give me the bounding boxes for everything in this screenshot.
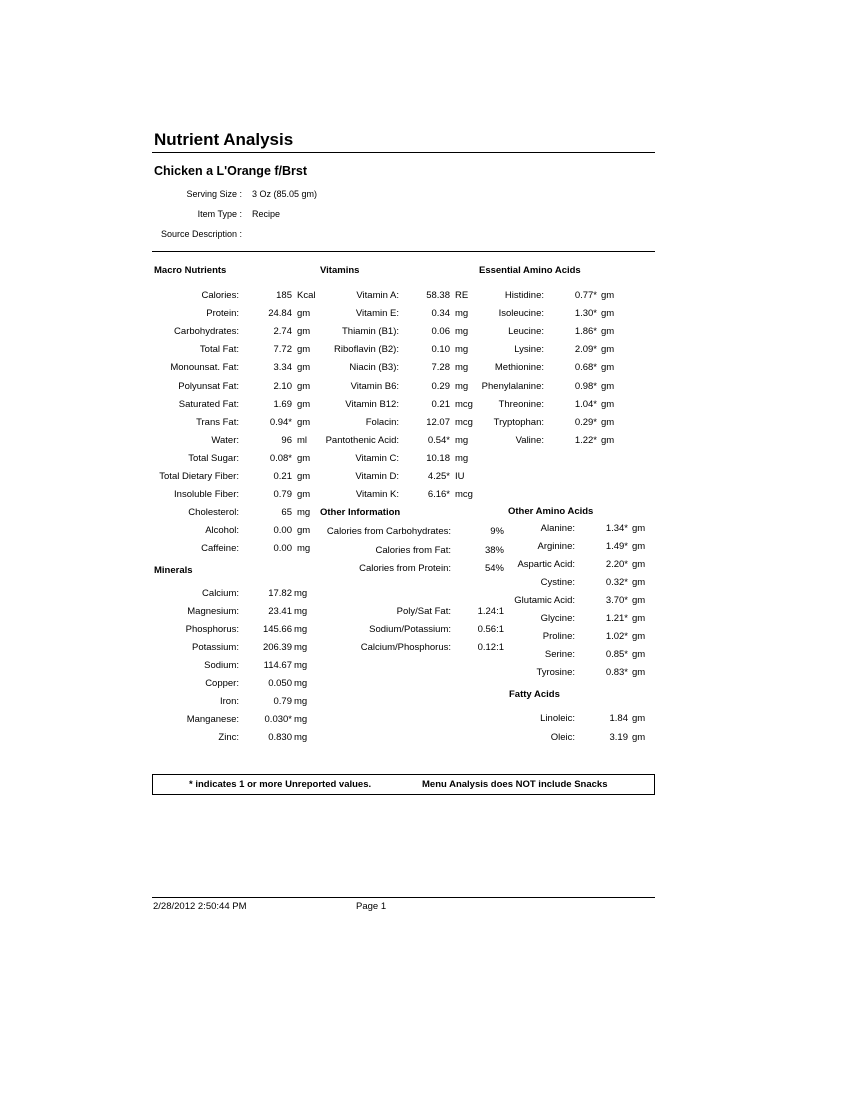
fatty-acids-header: Fatty Acids [509, 689, 560, 700]
macro-row-unit: ml [297, 434, 308, 446]
minerals-header: Minerals [154, 565, 193, 576]
vitamin-row-unit: mg [455, 362, 469, 374]
vitamin-row-value: 10.18 [426, 452, 450, 464]
mineral-row-label: Iron: [219, 696, 239, 707]
macro-row-unit: mg [297, 507, 311, 519]
macro-row-label: Insoluble Fiber: [174, 489, 239, 501]
essential-amino-row-unit: gm [601, 326, 615, 338]
calorie-row-label: Calories from Fat: [375, 544, 451, 556]
mineral-row-label: Magnesium: [187, 606, 239, 617]
other-amino-row-label: Arginine: [537, 541, 575, 552]
other-amino-row-value: 0.83* [605, 667, 628, 678]
mineral-row-label: Copper: [205, 678, 239, 689]
essential-amino-row-label: Tryptophan: [493, 416, 544, 428]
mineral-row-unit: mg [294, 624, 308, 635]
unreported-note: * indicates 1 or more Unreported values. [189, 779, 372, 790]
mineral-row-value: 0.79 [273, 696, 292, 707]
other-amino-header: Other Amino Acids [508, 506, 594, 517]
other-amino-row-label: Glycine: [540, 613, 575, 624]
footer-page-number: Page 1 [356, 901, 387, 912]
other-amino-row-unit: gm [632, 523, 646, 534]
macro-row-value: 0.08* [269, 452, 292, 464]
vitamin-row-value: 6.16* [427, 489, 450, 501]
mineral-row-value: 0.050 [268, 678, 292, 689]
ratio-row-value: 0.56:1 [477, 624, 504, 635]
macro-row-value: 2.10 [273, 380, 292, 392]
macro-row-value: 7.72 [273, 344, 292, 356]
title-rule [152, 152, 655, 153]
ratio-row-value: 1.24:1 [477, 606, 504, 617]
macro-row-value: 1.69 [273, 398, 292, 410]
mineral-row-value: 23.41 [268, 606, 292, 617]
vitamin-row-label: Pantothenic Acid: [325, 434, 399, 446]
macro-row-value: 0.21 [273, 471, 292, 482]
mineral-row-value: 0.830 [268, 732, 292, 743]
macro-row-unit: gm [297, 471, 311, 482]
vitamin-row-value: 12.07 [426, 416, 450, 428]
other-amino-row-value: 1.21* [605, 613, 628, 624]
notes-box [152, 774, 655, 795]
other-amino-row-unit: gm [632, 577, 646, 588]
footer-rule [152, 897, 655, 898]
macro-row-unit: gm [297, 398, 311, 410]
macro-nutrients-header: Macro Nutrients [154, 265, 227, 276]
fatty-acid-row-unit: gm [632, 713, 646, 724]
calorie-row-value: 9% [490, 526, 504, 537]
vitamin-row-unit: IU [455, 471, 465, 482]
fatty-acid-row-value: 1.84 [609, 713, 628, 724]
essential-amino-header: Essential Amino Acids [479, 265, 581, 276]
mineral-row-label: Phosphorus: [185, 624, 239, 635]
vitamin-row-label: Vitamin A: [356, 290, 399, 301]
vitamin-row-value: 0.06 [431, 326, 450, 338]
essential-amino-row-value: 0.98* [574, 380, 597, 392]
essential-amino-row-value: 0.77* [574, 290, 597, 301]
recipe-name: Chicken a L'Orange f/Brst [154, 164, 308, 178]
report-title: Nutrient Analysis [154, 130, 294, 149]
fatty-acid-row-unit: gm [632, 732, 646, 743]
vitamin-row-label: Riboflavin (B2): [334, 344, 399, 356]
other-amino-row-value: 1.49* [605, 541, 628, 552]
mineral-row-unit: mg [294, 678, 308, 689]
mineral-row-unit: mg [294, 588, 308, 599]
vitamin-row-unit: mcg [455, 398, 473, 410]
macro-row-label: Alcohol: [205, 525, 239, 537]
vitamin-row-unit: mg [455, 452, 469, 464]
macro-row-label: Total Fat: [199, 344, 239, 356]
essential-amino-row-label: Histidine: [504, 290, 544, 301]
vitamin-row-label: Thiamin (B1): [341, 326, 399, 338]
vitamin-row-label: Vitamin B12: [345, 398, 399, 410]
macro-row-value: 65 [281, 507, 292, 519]
essential-amino-row-value: 1.04* [574, 398, 597, 410]
vitamin-row-value: 0.54* [427, 434, 450, 446]
macro-row-value: 0.00 [273, 525, 292, 537]
mineral-row-unit: mg [294, 606, 308, 617]
mineral-row-value: 0.030* [264, 714, 292, 725]
macro-row-unit: gm [297, 452, 311, 464]
vitamin-row-value: 0.21 [431, 398, 450, 410]
other-amino-row-unit: gm [632, 631, 646, 642]
macro-row-value: 3.34 [273, 362, 292, 374]
vitamin-row-value: 0.29 [431, 380, 450, 392]
vitamin-row-label: Vitamin B6: [350, 380, 399, 392]
mineral-row-unit: mg [294, 696, 308, 707]
calorie-row-value: 38% [484, 544, 504, 556]
macro-row-unit: gm [297, 380, 311, 392]
calorie-row-value: 54% [484, 563, 504, 574]
essential-amino-row-unit: gm [601, 344, 615, 356]
item-type-label: Item Type : [197, 209, 242, 219]
vitamin-row-unit: mg [455, 434, 469, 446]
mineral-row-unit: mg [294, 660, 308, 671]
ratio-row-label: Sodium/Potassium: [369, 624, 451, 635]
essential-amino-row-label: Phenylalanine: [481, 380, 544, 392]
macro-row-label: Trans Fat: [196, 416, 239, 428]
essential-amino-row-value: 1.22* [574, 434, 597, 446]
other-amino-row-unit: gm [632, 595, 646, 606]
vitamin-row-unit: mg [455, 344, 469, 356]
vitamin-row-label: Vitamin E: [355, 308, 399, 320]
essential-amino-row-label: Methionine: [494, 362, 544, 374]
vitamin-row-label: Vitamin D: [355, 471, 399, 482]
macro-row-unit: gm [297, 416, 311, 428]
other-amino-row-label: Alanine: [540, 523, 575, 534]
other-amino-row-value: 1.02* [605, 631, 628, 642]
essential-amino-row-label: Lysine: [514, 344, 544, 356]
mineral-row-label: Zinc: [218, 732, 239, 743]
essential-amino-row-label: Isoleucine: [498, 308, 544, 320]
macro-row-value: 0.00 [273, 543, 292, 555]
macro-row-label: Total Sugar: [188, 452, 239, 464]
essential-amino-row-value: 1.86* [574, 326, 597, 338]
vitamins-header: Vitamins [320, 265, 360, 276]
other-amino-row-label: Proline: [542, 631, 575, 642]
macro-row-value: 185 [276, 290, 292, 301]
item-type-value: Recipe [252, 209, 281, 219]
essential-amino-row-label: Valine: [515, 434, 544, 446]
other-amino-row-value: 2.20* [605, 559, 628, 570]
calorie-row-label: Calories from Protein: [359, 563, 451, 574]
macro-row-unit: gm [297, 362, 311, 374]
macro-row-unit: mg [297, 543, 311, 555]
macro-row-unit: gm [297, 326, 311, 338]
macro-row-label: Monounsat. Fat: [170, 362, 239, 374]
vitamin-row-unit: mcg [455, 416, 473, 428]
vitamin-row-unit: mcg [455, 489, 473, 501]
other-amino-row-unit: gm [632, 667, 646, 678]
vitamin-row-unit: mg [455, 326, 469, 338]
vitamin-row-label: Niacin (B3): [349, 362, 399, 374]
macro-row-label: Carbohydrates: [174, 326, 239, 338]
vitamin-row-label: Folacin: [365, 416, 399, 428]
other-amino-row-unit: gm [632, 649, 646, 660]
vitamin-row-label: Vitamin C: [355, 452, 399, 464]
macro-row-label: Saturated Fat: [178, 398, 239, 410]
macro-row-value: 24.84 [268, 308, 292, 320]
ratio-row-value: 0.12:1 [477, 642, 504, 653]
macro-row-label: Protein: [206, 308, 239, 320]
macro-row-unit: gm [297, 489, 311, 501]
essential-amino-row-unit: gm [601, 362, 615, 374]
source-description-label: Source Description : [160, 229, 242, 239]
ratio-row-label: Calcium/Phosphorus: [360, 642, 451, 653]
macro-row-label: Caffeine: [201, 543, 239, 555]
essential-amino-row-unit: gm [601, 290, 615, 301]
macro-row-unit: gm [297, 525, 311, 537]
mineral-row-label: Calcium: [202, 588, 239, 599]
footer-timestamp: 2/28/2012 2:50:44 PM [153, 901, 247, 912]
vitamin-row-value: 0.34 [431, 308, 450, 320]
macro-row-value: 2.74 [273, 326, 292, 338]
essential-amino-row-unit: gm [601, 398, 615, 410]
macro-row-label: Polyunsat Fat: [178, 380, 239, 392]
serving-size-label: Serving Size : [186, 189, 242, 199]
header-rule [152, 251, 655, 252]
other-amino-row-value: 1.34* [605, 523, 628, 534]
essential-amino-row-label: Threonine: [498, 398, 544, 410]
mineral-row-label: Sodium: [204, 660, 239, 671]
other-information-header: Other Information [320, 507, 401, 518]
macro-row-label: Total Dietary Fiber: [159, 471, 239, 482]
essential-amino-row-label: Leucine: [508, 326, 544, 338]
other-amino-row-value: 0.85* [605, 649, 628, 660]
vitamin-row-value: 58.38 [426, 290, 450, 301]
other-amino-row-label: Cystine: [540, 577, 575, 588]
mineral-row-unit: mg [294, 642, 308, 653]
essential-amino-row-unit: gm [601, 416, 615, 428]
macro-row-unit: gm [297, 308, 311, 320]
fatty-acid-row-label: Linoleic: [540, 713, 575, 724]
essential-amino-row-value: 1.30* [574, 308, 597, 320]
mineral-row-value: 206.39 [262, 642, 292, 653]
macro-row-value: 0.94* [269, 416, 292, 428]
vitamin-row-value: 4.25* [427, 471, 450, 482]
macro-row-label: Cholesterol: [188, 507, 239, 519]
fatty-acid-row-label: Oleic: [550, 732, 575, 743]
other-amino-row-unit: gm [632, 613, 646, 624]
essential-amino-row-value: 2.09* [574, 344, 597, 356]
macro-row-unit: Kcal [297, 290, 316, 301]
essential-amino-row-unit: gm [601, 380, 615, 392]
mineral-row-label: Manganese: [186, 714, 239, 725]
mineral-row-value: 145.66 [262, 624, 292, 635]
macro-row-value: 96 [281, 434, 292, 446]
essential-amino-row-unit: gm [601, 434, 615, 446]
vitamin-row-value: 7.28 [431, 362, 450, 374]
ratio-row-label: Poly/Sat Fat: [396, 606, 451, 617]
macro-row-value: 0.79 [273, 489, 292, 501]
other-amino-row-label: Aspartic Acid: [517, 559, 575, 570]
essential-amino-row-value: 0.68* [574, 362, 597, 374]
macro-row-label: Calories: [201, 290, 239, 301]
vitamin-row-unit: mg [455, 308, 469, 320]
vitamin-row-label: Vitamin K: [355, 489, 399, 501]
serving-size-value: 3 Oz (85.05 gm) [252, 189, 318, 199]
mineral-row-label: Potassium: [192, 642, 239, 653]
other-amino-row-label: Serine: [544, 649, 575, 660]
vitamin-row-unit: mg [455, 380, 469, 392]
calorie-row-label: Calories from Carbohydrates: [326, 526, 451, 537]
mineral-row-value: 17.82 [268, 588, 292, 599]
snacks-note: Menu Analysis does NOT include Snacks [422, 779, 608, 790]
vitamin-row-value: 0.10 [431, 344, 450, 356]
essential-amino-row-value: 0.29* [574, 416, 597, 428]
other-amino-row-unit: gm [632, 559, 646, 570]
other-amino-row-label: Glutamic Acid: [514, 595, 575, 606]
other-amino-row-value: 0.32* [605, 577, 628, 588]
mineral-row-value: 114.67 [263, 660, 292, 671]
other-amino-row-label: Tyrosine: [536, 667, 575, 678]
macro-row-label: Water: [211, 434, 239, 446]
fatty-acid-row-value: 3.19 [609, 732, 628, 743]
other-amino-row-value: 3.70* [605, 595, 628, 606]
macro-row-unit: gm [297, 344, 311, 356]
vitamin-row-unit: RE [455, 290, 469, 301]
other-amino-row-unit: gm [632, 541, 646, 552]
essential-amino-row-unit: gm [601, 308, 615, 320]
mineral-row-unit: mg [294, 732, 308, 743]
mineral-row-unit: mg [294, 714, 308, 725]
